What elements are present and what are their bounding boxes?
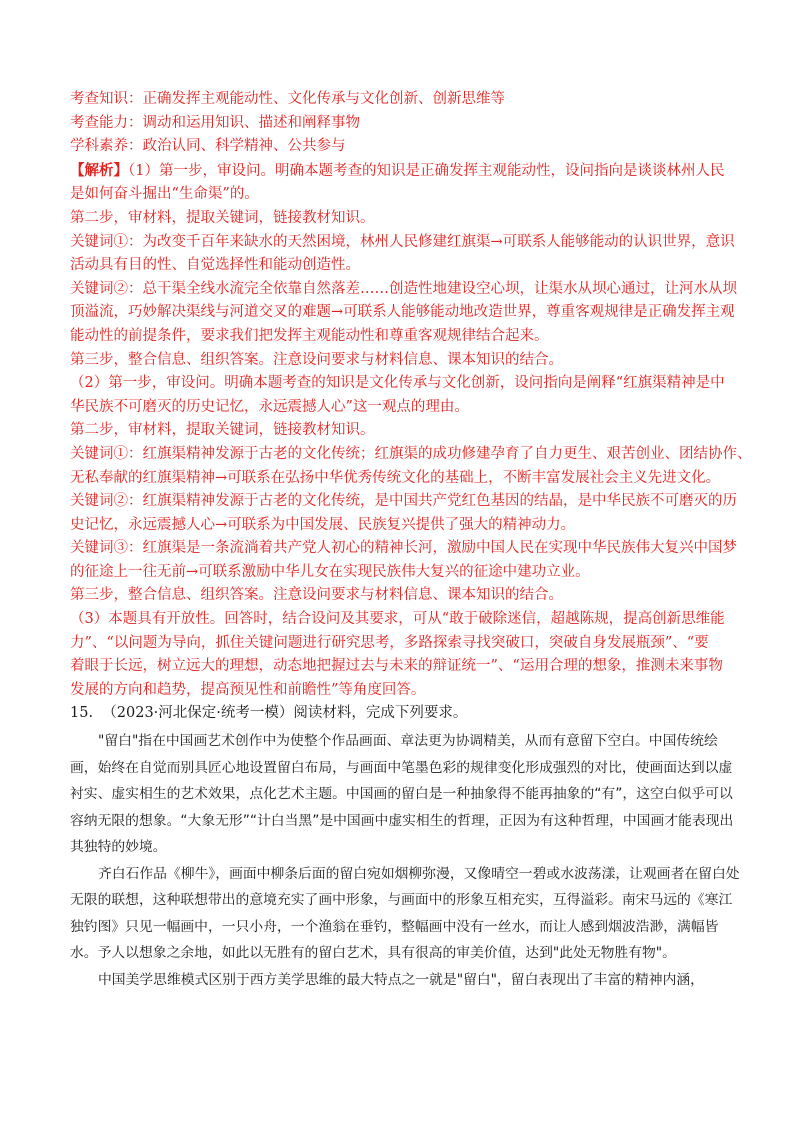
question-number: 15. bbox=[70, 705, 94, 722]
literacy-line: 学科素养：政治认同、科学精神、公共参与 bbox=[70, 138, 346, 155]
question-15-heading bbox=[70, 702, 742, 726]
analysis-line: 能动性的前提条件，要求我们把发挥主观能动性和尊重客观规律结合起来。 bbox=[70, 327, 549, 344]
analysis-line: 华民族不可磨灭的历史记忆，永远震撼人心”这一观点的理由。 bbox=[70, 398, 469, 415]
analysis-line: 顶溢流，巧妙解决渠线与河道交叉的难题→可联系人能够能动地改造世界，尊重客观规律是正确发挥主观 bbox=[70, 304, 735, 321]
passage-paragraph: 中国美学思维模式区别于西方美学思维的最大特点之一就是"留白"，留白表现出了丰富的精神内涵， bbox=[98, 971, 704, 988]
passage-paragraph: "留白"指在中国画艺术创作中为使整个作品画面、章法更为协调精美，从而有意留下空白。中国传统绘画，始终在自觉而别具匠心地设置留白布局，与画面中笔墨色彩的规律变化形成强烈的对比，使画面达到以虚衬实、虚实相生的艺术效果，点化艺术主题。中国画的留白是一种抽象得不能再抽象的“有”，这空白似乎可以容纳无限的想象。“大象无形”“计白当黑”是中国画中虚实相生的哲理，正因为有这种哲理，中国画才能表现出其独特的妙境。 bbox=[70, 733, 734, 856]
analysis-line: （3）本题具有开放性。回答时，结合设问及其要求，可从“敢于破除迷信，超越陈规，提高创新思维能 bbox=[70, 611, 725, 628]
analysis-line: 力”、“以问题为导向，抓住关键问题进行研究思考，多路探索寻找突破口，突破自身发展瓶颈”、“要 bbox=[70, 634, 709, 651]
question-prompt: 阅读材料，完成下列要求。 bbox=[293, 705, 468, 722]
analysis-line: 发展的方向和趋势，提高预见性和前瞻性”等角度回答。 bbox=[70, 681, 426, 698]
analysis-line: 史记忆，永远震撼人心→可联系为中国发展、民族复兴提供了强大的精神动力。 bbox=[70, 516, 576, 533]
analysis-line: 着眼于长远，树立远大的理想，动态地把握过去与未来的辩证统一”、“运用合理的想象，推测未来事物 bbox=[70, 658, 723, 675]
analysis-line: 关键词①：为改变千百年来缺水的天然困境，林州人民修建红旗渠→可联系人能够能动的认识世界，意识 bbox=[70, 233, 735, 250]
analysis-tag: 【解析】 bbox=[70, 161, 128, 179]
analysis-line: （2）第一步，审设问。明确本题考查的知识是文化传承与文化创新，设问指向是阐释“红旗渠精神是中 bbox=[70, 375, 725, 392]
analysis-line bbox=[70, 159, 742, 184]
analysis-line: 关键词②：总干渠全线水流完全依靠自然落差……创造性地建设空心坝，让渠水从坝心通过，让河水从坝 bbox=[70, 280, 737, 297]
question-source: （2023·河北保定·统考一模） bbox=[102, 705, 294, 722]
passage-paragraph: 齐白石作品《柳牛》，画面中柳条后面的留白宛如烟柳弥漫，又像晴空一碧或水波荡漾，让观画者在留白处无限的联想，这种联想带出的意境充实了画中形象，与画面中的形象互相充实，互得溢彩。南宋马远的《寒江独钓图》只见一幅画中，一只小舟，一个渔翁在垂钓，整幅画中没有一丝水，而让人感到烟波浩渺，满幅皆水。予人以想象之余地，如此以无胜有的留白艺术，具有很高的审美价值，达到"此处无物胜有物"。 bbox=[70, 865, 740, 962]
document-page bbox=[70, 88, 752, 993]
analysis-line: 活动具有目的性、自觉选择性和能动创造性。 bbox=[70, 257, 360, 274]
analysis-line: 第三步，整合信息、组织答案。注意设问要求与材料信息、课本知识的结合。 bbox=[70, 587, 563, 604]
analysis-line: 关键词①：红旗渠精神发源于古老的文化传统；红旗渠的成功修建孕育了自力更生、艰苦创业、团结协作、 bbox=[70, 445, 752, 462]
reading-passage bbox=[70, 728, 742, 993]
analysis-line: 第二步，审材料，提取关键词，链接教材知识。 bbox=[70, 422, 375, 439]
analysis-text: （1）第一步，审设问。明确本题考查的知识是正确发挥主观能动性，设问指向是谈谈林州人民 bbox=[128, 162, 725, 179]
analysis-line: 关键词②：红旗渠精神发源于古老的文化传统，是中国共产党红色基因的结晶，是中华民族不可磨灭的历 bbox=[70, 493, 737, 510]
analysis-line: 第三步，整合信息、组织答案。注意设问要求与材料信息、课本知识的结合。 bbox=[70, 351, 563, 368]
ability-line: 考查能力：调动和运用知识、描述和阐释事物 bbox=[70, 114, 360, 131]
knowledge-line: 考查知识：正确发挥主观能动性、文化传承与文化创新、创新思维等 bbox=[70, 91, 505, 107]
analysis-line: 的征途上一往无前→可联系激励中华儿女在实现民族伟大复兴的征途中建功立业。 bbox=[70, 563, 590, 580]
analysis-line: 第二步，审材料，提取关键词，链接教材知识。 bbox=[70, 209, 375, 226]
analysis-line: 是如何奋斗掘出“生命渠”的。 bbox=[70, 186, 259, 203]
analysis-line: 无私奉献的红旗渠精神→可联系在弘扬中华优秀传统文化的基础上，不断丰富发展社会主义先进文化。 bbox=[70, 469, 721, 486]
analysis-line: 关键词③：红旗渠是一条流淌着共产党人初心的精神长河，激励中国人民在实现中华民族伟大复兴中国梦 bbox=[70, 540, 737, 557]
